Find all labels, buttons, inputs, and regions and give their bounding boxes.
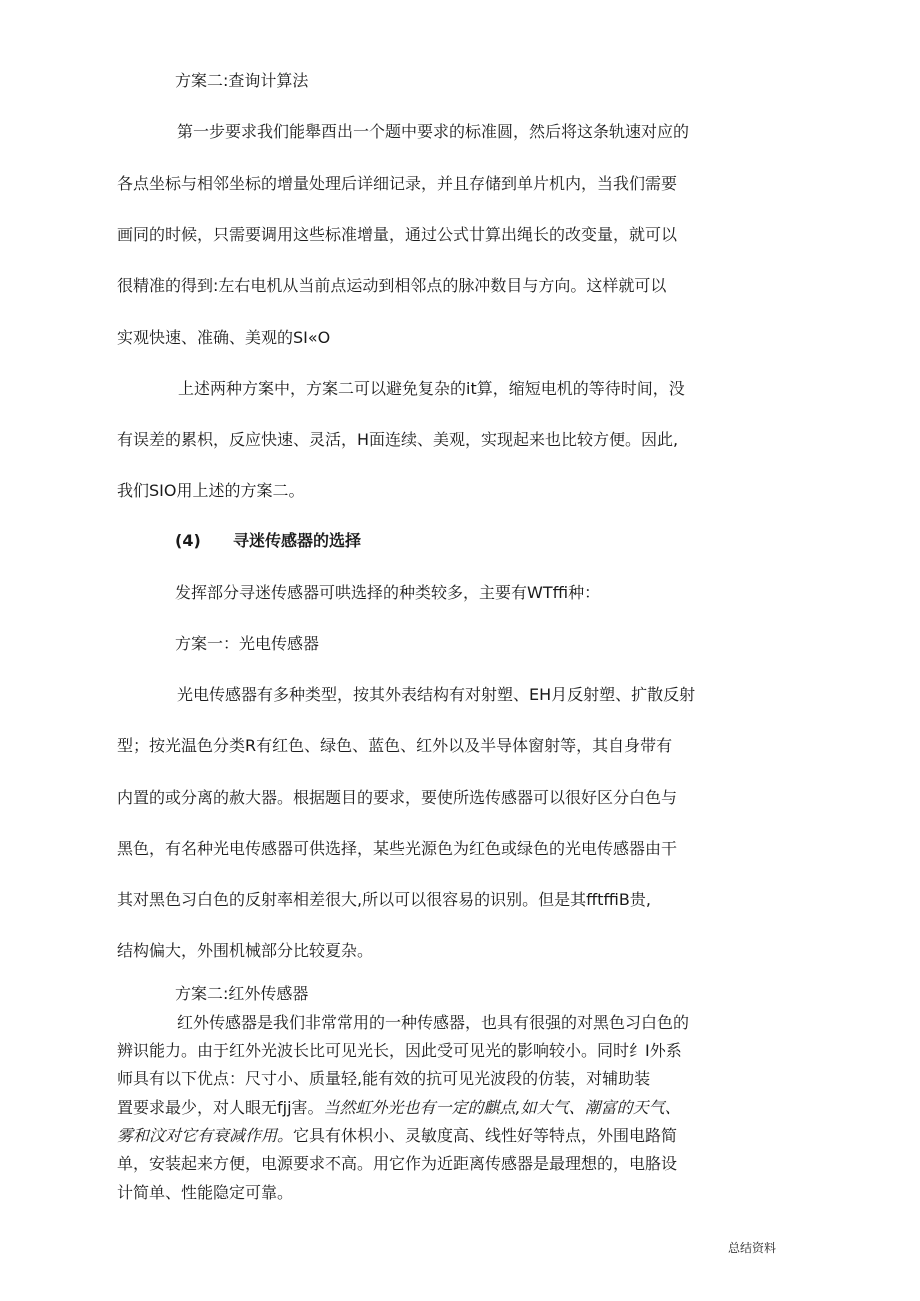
- paragraph-line: 师具有以下优点：尺寸小、质量轻,能有效的抗可见光波段的仿装，对辅助装: [117, 1069, 651, 1088]
- paragraph-line: 光电传感器有多种类型，按其外表结构有对射塑、EH月反射塑、扩散反射: [177, 685, 696, 704]
- text-segment: 置要求最少，对人眼无fjj害。: [117, 1098, 324, 1117]
- italic-text-segment: 当然虹外光也有一定的麒点,如大气、潮富的天气、: [323, 1098, 681, 1117]
- paragraph-line: 其对黑色习白色的反射率相差很大,所以可以很容易的识别。但是其fftffiB贵,: [117, 890, 651, 909]
- paragraph-line: [117, 1097, 681, 1119]
- paragraph-line: 计简单、性能隐定可靠。: [117, 1183, 294, 1202]
- paragraph-line: 我们SIO用上述的方案二。: [117, 481, 305, 500]
- paragraph-line: 辨识能力。由于红外光波长比可见光长，因此受可见光的影响较小。同时纟I外系: [117, 1041, 682, 1060]
- text-segment: 它具有休枳小、灵敏度高、线性好等特点，外围电路简: [293, 1126, 678, 1145]
- subheading-scheme-two-infrared: 方案二:红外传感器: [175, 984, 309, 1003]
- paragraph-line: 内置的或分离的赦大器。根据题目的要求，要使所选传感器可以很好区分白色与: [117, 788, 678, 807]
- paragraph-line: 单，安装起来方便，电源要求不高。用它作为近距离传感器是最理想的，电胳设: [117, 1154, 678, 1173]
- paragraph-line: 型；按光温色分类R有红色、绿色、蓝色、红外以及半导体窗射等，其自身带有: [117, 736, 673, 755]
- paragraph-line: 画同的时候，只需要调用这些标准增量，通过公式廿算出绳长的改变量，就可以: [117, 225, 678, 244]
- section-heading: [175, 530, 361, 552]
- footer-label: 总结资料: [728, 1241, 777, 1255]
- section-number: (4): [175, 531, 201, 550]
- paragraph-line: 有误差的累枳，反应快速、灵活，H面连续、美观，实现起来也比较方便。因此,: [117, 430, 679, 449]
- italic-text-segment: 雾和汶对它有衰减作用。: [117, 1126, 294, 1145]
- subheading-scheme-two-lookup: 方案二:查询计算法: [175, 71, 309, 90]
- paragraph-line: 结构偏大，外围机械部分比较夏杂。: [117, 941, 374, 960]
- paragraph-line: 很精准的得到:左右电机从当前点运动到相邻点的脉冲数目与方向。这样就可以: [117, 276, 667, 295]
- paragraph-line: [117, 1125, 677, 1147]
- paragraph-line: 红外传感器是我们非常常用的一种传感器，也具有很强的对黑色习白色的: [177, 1013, 690, 1032]
- paragraph-line: 第一步要求我们能舉酉出一个题中要求的标准圆，然后将这条轨速对应的: [177, 122, 690, 141]
- paragraph-line: 各点坐标与相邻坐标的增量处理后详细记录，并且存储到单片机内，当我们需要: [117, 174, 678, 193]
- paragraph-line: 实观快速、准确、美观的SI«O: [117, 328, 331, 347]
- paragraph-line: 发挥部分寻迷传感器可哄选择的种类较多，主要有WTffi种：: [175, 583, 601, 602]
- section-title: 寻迷传感器的选择: [233, 531, 362, 550]
- paragraph-line: 上述两种方案中，方案二可以避免复杂的it算，缩短电机的等待时间，没: [178, 379, 685, 398]
- paragraph-line: 黑色，有名种光电传感器可供选择，某些光源色为红色或绿色的光电传感器由干: [117, 839, 678, 858]
- subheading-scheme-one-photoelectric: 方案一：光电传感器: [175, 634, 320, 653]
